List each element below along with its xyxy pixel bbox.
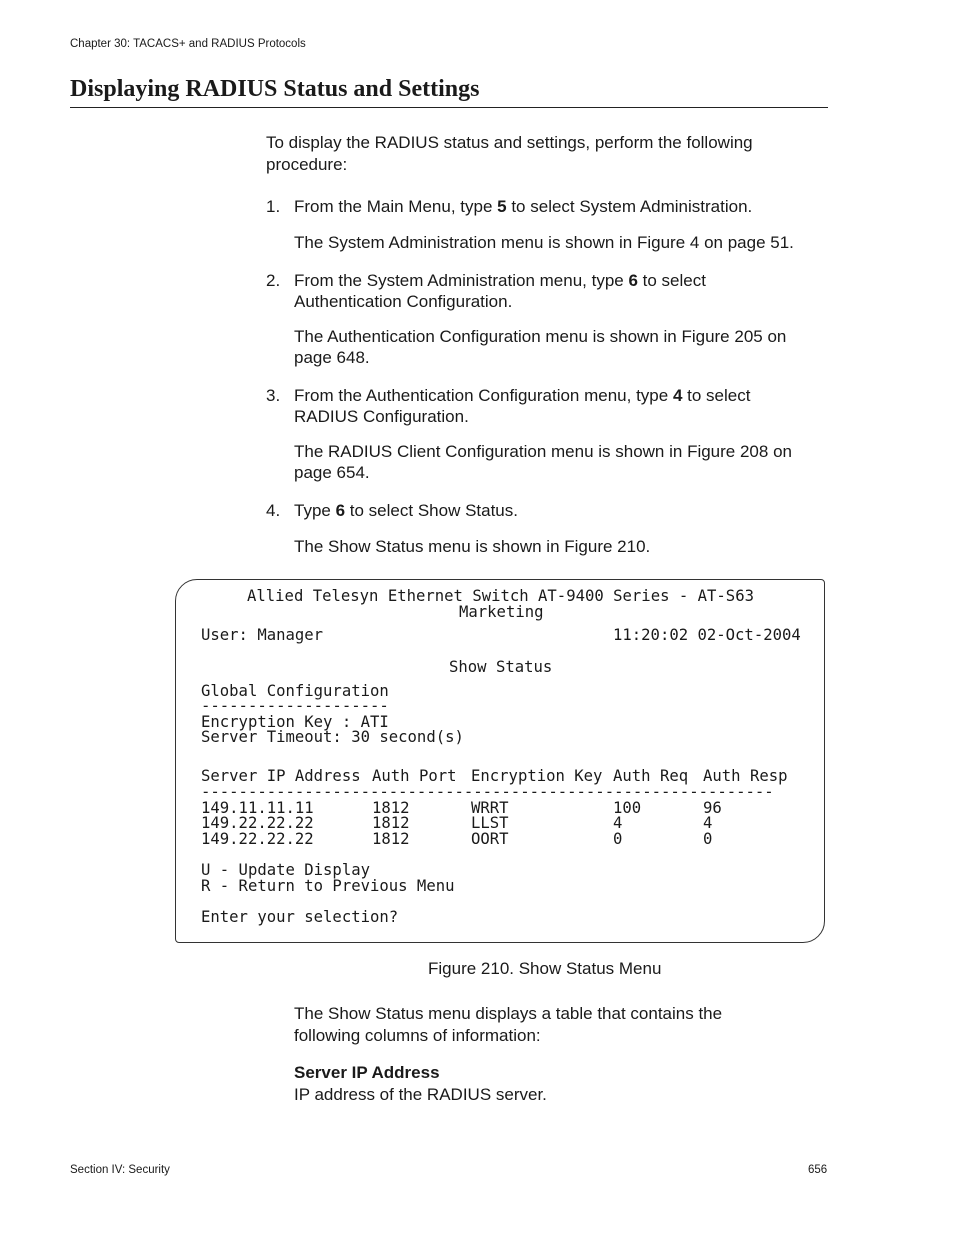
section-heading: Global Configuration: [201, 682, 389, 700]
description-paragraph: The Show Status menu displays a table that contains the following columns of information:: [294, 1004, 723, 1045]
intro-paragraph: To display the RADIUS status and settings, perform the following procedure:: [266, 133, 753, 174]
definition-description: IP address of the RADIUS server.: [294, 1085, 547, 1104]
table-cell: 96: [703, 799, 722, 817]
banner-location: Marketing: [459, 603, 544, 621]
table-cell: 100: [613, 799, 642, 817]
section-title: Displaying RADIUS Status and Settings: [70, 76, 828, 108]
figure-caption: Figure 210. Show Status Menu: [428, 959, 662, 978]
step-instruction: From the Main Menu, type 5 to select System Administration.: [294, 197, 753, 216]
table-rule: -------------------------------------------------------------: [201, 783, 774, 801]
footer-section: Section IV: Security: [70, 1164, 170, 1176]
section-rule: --------------------: [201, 697, 389, 715]
step-number: 4.: [266, 501, 281, 520]
table-cell: 149.11.11.11: [201, 799, 314, 817]
table-cell: 0: [703, 830, 713, 848]
step-instruction: Type 6 to select Show Status.: [294, 501, 518, 520]
step-instruction: From the Authentication Configuration menu, type 4 to select RADIUS Configuration.: [294, 386, 751, 426]
table-cell: 149.22.22.22: [201, 814, 314, 832]
step-note: The RADIUS Client Configuration menu is shown in Figure 208 on page 654.: [294, 442, 792, 482]
user-label: User: Manager: [201, 626, 324, 644]
table-cell: 149.22.22.22: [201, 830, 314, 848]
step-note: The Authentication Configuration menu is shown in Figure 205 on page 648.: [294, 327, 787, 367]
column-header: Auth Port: [372, 767, 457, 785]
table-cell: 4: [703, 814, 713, 832]
table-cell: 1812: [372, 814, 410, 832]
running-header: Chapter 30: TACACS+ and RADIUS Protocols: [70, 38, 306, 50]
page-number: 656: [808, 1164, 828, 1176]
table-cell: LLST: [471, 814, 509, 832]
encryption-key-line: Encryption Key : ATI: [201, 713, 389, 731]
table-cell: 4: [613, 814, 623, 832]
column-header: Encryption Key: [471, 767, 603, 785]
selection-prompt: Enter your selection?: [201, 908, 399, 926]
table-cell: 0: [613, 830, 623, 848]
table-cell: 1812: [372, 799, 410, 817]
menu-option-update: U - Update Display: [201, 861, 370, 879]
banner-line: Allied Telesyn Ethernet Switch AT-9400 Series - AT-S63: [247, 587, 754, 605]
table-cell: WRRT: [471, 799, 509, 817]
table-cell: 1812: [372, 830, 410, 848]
terminal-screen-figure: [175, 579, 825, 943]
menu-option-return: R - Return to Previous Menu: [201, 877, 455, 895]
datetime: 11:20:02 02-Oct-2004: [613, 626, 801, 644]
column-header: Auth Req: [613, 767, 689, 785]
menu-title: Show Status: [449, 658, 553, 676]
step-number: 1.: [266, 197, 281, 216]
step-instruction: From the System Administration menu, type 6 to select Authentication Configuration.: [294, 271, 706, 311]
server-timeout-line: Server Timeout: 30 second(s): [201, 728, 464, 746]
table-cell: OORT: [471, 830, 509, 848]
step-note: The Show Status menu is shown in Figure 210.: [294, 537, 651, 556]
step-number: 2.: [266, 271, 281, 290]
column-header: Auth Resp: [703, 767, 788, 785]
step-number: 3.: [266, 386, 281, 405]
definition-term: Server IP Address: [294, 1063, 440, 1082]
step-note: The System Administration menu is shown in Figure 4 on page 51.: [294, 233, 794, 252]
column-header: Server IP Address: [201, 767, 361, 785]
